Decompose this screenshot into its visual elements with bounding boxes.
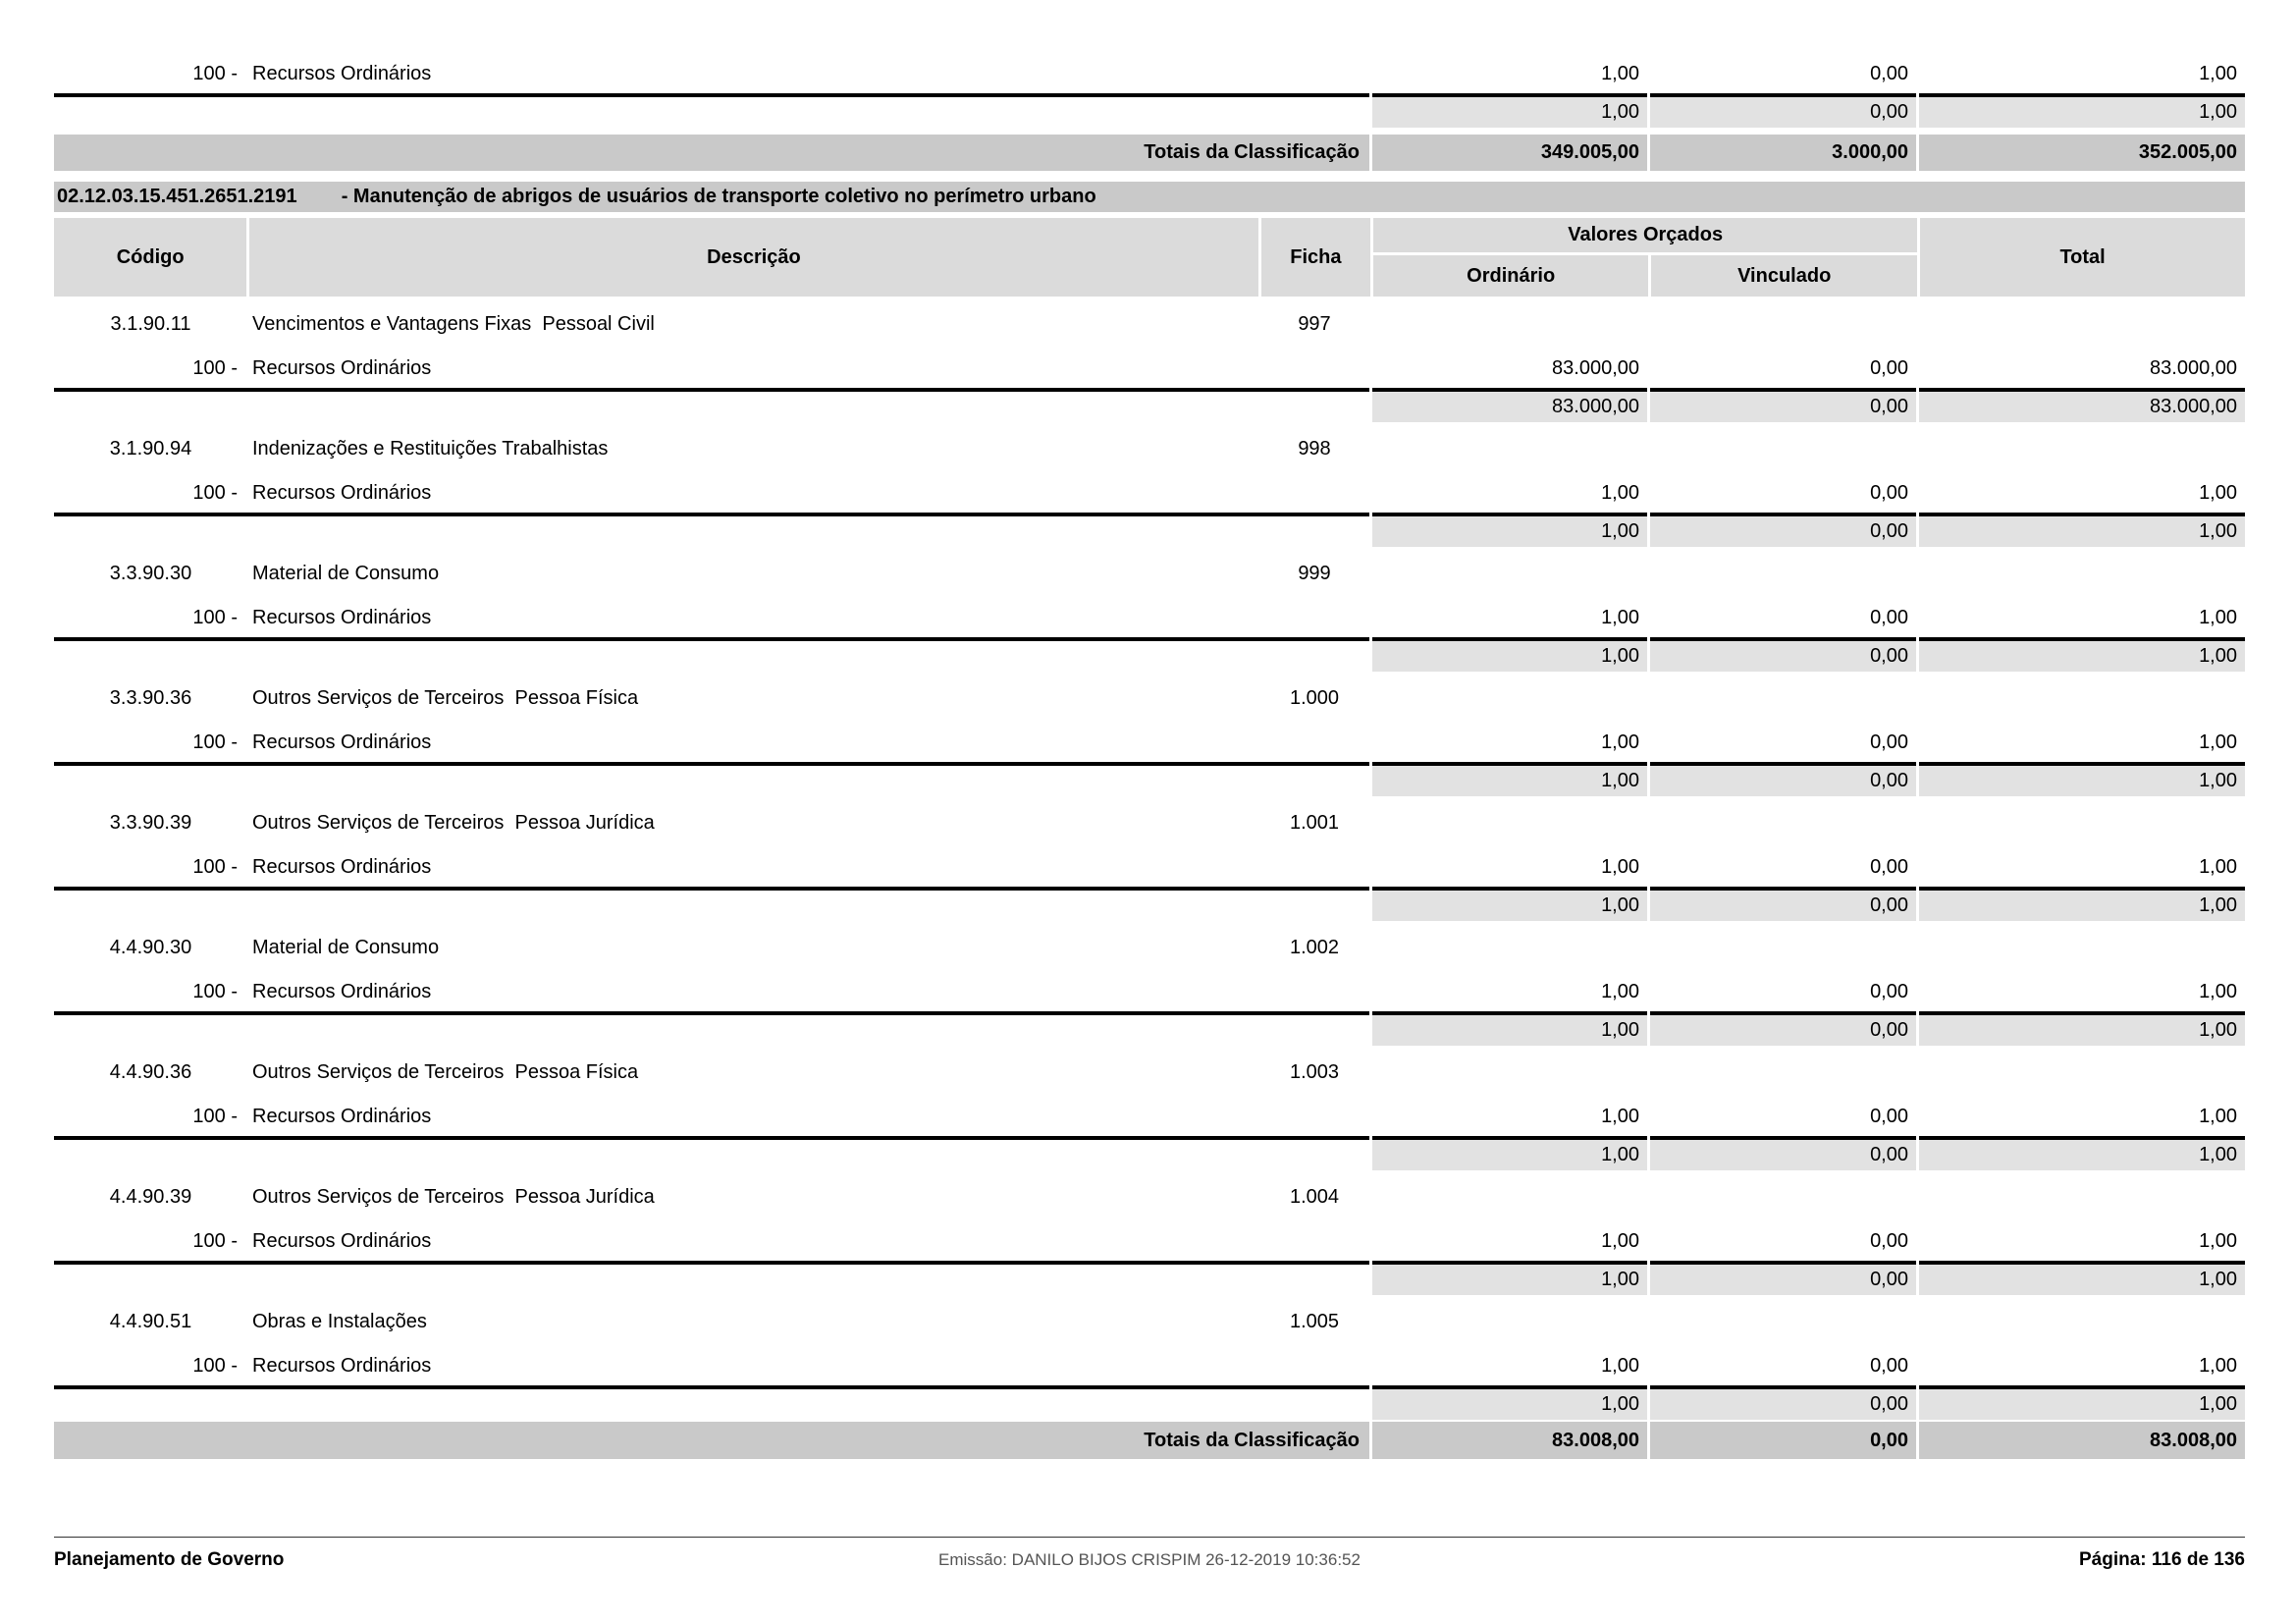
vinculado-value: 0,00 [1650, 972, 1916, 1015]
resource-source-row [54, 598, 2245, 641]
ordinario-value-empty [1372, 674, 1647, 723]
subtotal-total: 1,00 [1919, 1265, 2245, 1295]
source-code: 100 - [192, 855, 238, 878]
expense-description: Material de Consumo [252, 562, 440, 584]
ordinario-value: 1,00 [1372, 598, 1647, 641]
subtotal-left-blank [54, 392, 1369, 422]
source-code: 100 - [192, 1105, 238, 1127]
table-header-row [54, 218, 2245, 297]
expense-item-trio [54, 798, 1369, 847]
source-label: Recursos Ordinários [252, 855, 432, 878]
total-value: 1,00 [1919, 972, 2245, 1015]
vinculado-value: 0,00 [1650, 598, 1916, 641]
ficha-number: 999 [1298, 562, 1331, 584]
subtotal-ordinario: 1,00 [1372, 1140, 1647, 1170]
vinculado-value-empty [1650, 1172, 1916, 1221]
expense-group [54, 1048, 2245, 1170]
item-subtotal-row [54, 1140, 2245, 1170]
resource-source-trio [54, 349, 1369, 392]
vinculado-value: 0,00 [1650, 473, 1916, 516]
vinculado-value: 0,00 [1650, 1346, 1916, 1389]
ordinario-value-empty [1372, 923, 1647, 972]
source-label: Recursos Ordinários [252, 1354, 432, 1377]
subtotal-vinculado: 0,00 [1650, 1140, 1916, 1170]
header-valores-orcados: Valores Orçados [1373, 218, 1917, 252]
footer-page-number: Página: 116 de 136 [2079, 1549, 2245, 1570]
ordinario-value-empty [1372, 1297, 1647, 1346]
resource-source-row [54, 1221, 2245, 1265]
expense-description: Outros Serviços de Terceiros Pessoa Física [252, 686, 639, 709]
totais-label: Totais da Classificação [54, 1422, 1369, 1459]
ordinario-value: 1,00 [1372, 847, 1647, 891]
resource-source-trio [54, 1221, 1369, 1265]
item-subtotal-row [54, 891, 2245, 921]
source-label: Recursos Ordinários [252, 62, 432, 84]
total-value-empty [1919, 1172, 2245, 1221]
total-value-empty [1919, 549, 2245, 598]
ficha-number: 1.003 [1289, 1060, 1340, 1083]
total-value-empty [1919, 798, 2245, 847]
subtotal-total: 1,00 [1919, 1389, 2245, 1420]
resource-source-row [54, 847, 2245, 891]
vinculado-value-empty [1650, 674, 1916, 723]
totais-ordinario: 83.008,00 [1372, 1422, 1647, 1459]
total-value: 1,00 [1919, 1097, 2245, 1140]
total-value: 1,00 [1919, 1346, 2245, 1389]
expense-code: 3.1.90.11 [110, 312, 191, 335]
ordinario-value: 1,00 [1372, 1346, 1647, 1389]
expense-item-row [54, 674, 2245, 723]
vinculado-value-empty [1650, 1048, 1916, 1097]
classification-section-header [54, 182, 2245, 212]
source-label: Recursos Ordinários [252, 730, 432, 753]
vinculado-value: 0,00 [1650, 349, 1916, 392]
totais-label: Totais da Classificação [54, 135, 1369, 171]
total-value-empty [1919, 299, 2245, 349]
subtotal-ordinario: 1,00 [1372, 1015, 1647, 1046]
subtotal-ordinario: 1,00 [1372, 97, 1647, 128]
expense-item-trio [54, 299, 1369, 349]
ordinario-value: 1,00 [1372, 473, 1647, 516]
expense-group [54, 1297, 2245, 1420]
total-value-empty [1919, 674, 2245, 723]
vinculado-value: 0,00 [1650, 723, 1916, 766]
vinculado-value: 0,00 [1650, 54, 1916, 97]
resource-source-row [54, 723, 2245, 766]
item-subtotal-row [54, 1265, 2245, 1295]
vinculado-value-empty [1650, 798, 1916, 847]
classification-code: 02.12.03.15.451.2651.2191 [57, 186, 297, 207]
expense-item-trio [54, 674, 1369, 723]
ficha-number: 1.005 [1289, 1310, 1340, 1332]
subtotal-vinculado: 0,00 [1650, 392, 1916, 422]
expense-group [54, 674, 2245, 796]
subtotal-left-blank [54, 516, 1369, 547]
subtotal-left-blank [54, 766, 1369, 796]
resource-source-trio [54, 972, 1369, 1015]
expense-code: 4.4.90.30 [109, 936, 192, 958]
subtotal-vinculado: 0,00 [1650, 891, 1916, 921]
ordinario-value: 1,00 [1372, 1097, 1647, 1140]
ordinario-value-empty [1372, 299, 1647, 349]
expense-item-row [54, 923, 2245, 972]
total-value: 1,00 [1919, 598, 2245, 641]
header-valores-group [1373, 218, 1917, 297]
source-label: Recursos Ordinários [252, 980, 432, 1002]
expense-item-row [54, 798, 2245, 847]
ordinario-value-empty [1372, 798, 1647, 847]
subtotal-left-blank [54, 1389, 1369, 1420]
subtotal-vinculado: 0,00 [1650, 641, 1916, 672]
source-code: 100 - [192, 730, 238, 753]
vinculado-value-empty [1650, 299, 1916, 349]
ficha-number: 998 [1298, 437, 1331, 460]
expense-item-trio [54, 424, 1369, 473]
header-ordinario: Ordinário [1373, 255, 1648, 297]
expense-item-row [54, 1297, 2245, 1346]
footer-report-name: Planejamento de Governo [54, 1549, 285, 1570]
source-label: Recursos Ordinários [252, 356, 432, 379]
subtotal-ordinario: 1,00 [1372, 766, 1647, 796]
total-value: 1,00 [1919, 847, 2245, 891]
classification-title: - Manutenção de abrigos de usuários de transporte coletivo no perímetro urbano [341, 186, 1096, 207]
resource-source-row [54, 473, 2245, 516]
vinculado-value: 0,00 [1650, 1097, 1916, 1140]
expense-group [54, 923, 2245, 1046]
source-label: Recursos Ordinários [252, 606, 432, 628]
expense-description: Outros Serviços de Terceiros Pessoa Jurídica [252, 1185, 655, 1208]
subtotal-ordinario: 1,00 [1372, 1389, 1647, 1420]
totais-total: 352.005,00 [1919, 135, 2245, 171]
total-value: 83.000,00 [1919, 349, 2245, 392]
expense-groups [54, 299, 2245, 1420]
resource-source-row [54, 972, 2245, 1015]
expense-group [54, 424, 2245, 547]
item-subtotal-row [54, 1015, 2245, 1046]
ordinario-value-empty [1372, 549, 1647, 598]
subtotal-total: 1,00 [1919, 1015, 2245, 1046]
source-label: Recursos Ordinários [252, 1105, 432, 1127]
footer-emission-info: Emissão: DANILO BIJOS CRISPIM 26-12-2019 10:36:52 [938, 1550, 1361, 1569]
expense-code: 4.4.90.39 [109, 1185, 192, 1208]
subtotal-total: 1,00 [1919, 516, 2245, 547]
totais-ordinario: 349.005,00 [1372, 135, 1647, 171]
vinculado-value: 0,00 [1650, 847, 1916, 891]
header-codigo: Código [54, 218, 246, 297]
vinculado-value: 0,00 [1650, 1221, 1916, 1265]
subtotal-ordinario: 1,00 [1372, 1265, 1647, 1295]
item-subtotal-row [54, 392, 2245, 422]
subtotal-total: 1,00 [1919, 766, 2245, 796]
resource-source-trio [54, 847, 1369, 891]
resource-source-trio [54, 473, 1369, 516]
vinculado-value-empty [1650, 424, 1916, 473]
subtotal-left-blank [54, 641, 1369, 672]
ordinario-value-empty [1372, 1172, 1647, 1221]
expense-item-trio [54, 923, 1369, 972]
budget-table [54, 54, 2245, 1459]
header-vinculado: Vinculado [1651, 255, 1917, 297]
subtotal-total: 1,00 [1919, 891, 2245, 921]
subtotal-total: 1,00 [1919, 641, 2245, 672]
subtotal-total: 83.000,00 [1919, 392, 2245, 422]
ordinario-value: 1,00 [1372, 972, 1647, 1015]
expense-description: Vencimentos e Vantagens Fixas Pessoal Civil [252, 312, 655, 335]
expense-group [54, 299, 2245, 422]
ordinario-value-empty [1372, 1048, 1647, 1097]
subtotal-total: 1,00 [1919, 1140, 2245, 1170]
expense-code: 3.3.90.39 [109, 811, 192, 834]
subtotal-vinculado: 0,00 [1650, 97, 1916, 128]
subtotal-ordinario: 1,00 [1372, 891, 1647, 921]
subtotal-vinculado: 0,00 [1650, 1389, 1916, 1420]
source-code: 100 - [192, 481, 238, 504]
ordinario-value: 1,00 [1372, 1221, 1647, 1265]
expense-description: Material de Consumo [252, 936, 440, 958]
expense-item-trio [54, 1172, 1369, 1221]
totais-vinculado: 0,00 [1650, 1422, 1916, 1459]
subtotal-vinculado: 0,00 [1650, 1265, 1916, 1295]
item-subtotal-row [54, 1389, 2245, 1420]
total-value: 1,00 [1919, 1221, 2245, 1265]
ficha-number: 997 [1298, 312, 1331, 335]
resource-source-row [54, 1097, 2245, 1140]
expense-code: 3.3.90.30 [109, 562, 192, 584]
subtotal-left-blank [54, 1265, 1369, 1295]
resource-source-trio [54, 1097, 1369, 1140]
subtotal-total: 1,00 [1919, 97, 2245, 128]
classification-totais-row [54, 1422, 2245, 1459]
total-value-empty [1919, 424, 2245, 473]
subtotal-ordinario: 1,00 [1372, 516, 1647, 547]
total-value: 1,00 [1919, 723, 2245, 766]
expense-group [54, 549, 2245, 672]
resource-source-row [54, 349, 2245, 392]
total-value-empty [1919, 1297, 2245, 1346]
expense-item-row [54, 424, 2245, 473]
expense-code: 3.3.90.36 [109, 686, 192, 709]
expense-description: Obras e Instalações [252, 1310, 427, 1332]
item-subtotal-row [54, 766, 2245, 796]
carryover-source-row [54, 54, 2245, 97]
ficha-number: 1.002 [1289, 936, 1340, 958]
expense-code: 4.4.90.51 [109, 1310, 192, 1332]
ordinario-value: 83.000,00 [1372, 349, 1647, 392]
total-value-empty [1919, 1048, 2245, 1097]
ficha-number: 1.001 [1289, 811, 1340, 834]
expense-group [54, 798, 2245, 921]
item-subtotal-row [54, 641, 2245, 672]
source-code: 100 - [192, 356, 238, 379]
subtotal-left-blank [54, 1140, 1369, 1170]
subtotal-ordinario: 83.000,00 [1372, 392, 1647, 422]
expense-description: Outros Serviços de Terceiros Pessoa Física [252, 1060, 639, 1083]
source-label: Recursos Ordinários [252, 1229, 432, 1252]
source-label: Recursos Ordinários [252, 481, 432, 504]
resource-source-trio [54, 723, 1369, 766]
expense-item-trio [54, 1048, 1369, 1097]
source-code: 100 - [192, 1229, 238, 1252]
expense-description: Indenizações e Restituições Trabalhistas [252, 437, 609, 460]
resource-source-trio [54, 598, 1369, 641]
expense-code: 3.1.90.94 [109, 437, 192, 460]
subtotal-vinculado: 0,00 [1650, 1015, 1916, 1046]
expense-group [54, 1172, 2245, 1295]
source-code: 100 - [192, 1354, 238, 1377]
source-code: 100 - [192, 980, 238, 1002]
total-value: 1,00 [1919, 473, 2245, 516]
source-code: 100 - [192, 606, 238, 628]
expense-item-trio [54, 549, 1369, 598]
resource-source-row [54, 1346, 2245, 1389]
subtotal-left-blank [54, 891, 1369, 921]
ordinario-value: 1,00 [1372, 54, 1647, 97]
expense-item-row [54, 1048, 2245, 1097]
ordinario-value-empty [1372, 424, 1647, 473]
carryover-subtotal-row [54, 97, 2245, 128]
totais-vinculado: 3.000,00 [1650, 135, 1916, 171]
header-descricao: Descrição [249, 218, 1257, 297]
expense-item-row [54, 549, 2245, 598]
expense-item-trio [54, 1297, 1369, 1346]
ficha-number: 1.000 [1289, 686, 1340, 709]
ordinario-value: 1,00 [1372, 723, 1647, 766]
subtotal-ordinario: 1,00 [1372, 641, 1647, 672]
subtotal-vinculado: 0,00 [1650, 766, 1916, 796]
total-value: 1,00 [1919, 54, 2245, 97]
expense-item-row [54, 1172, 2245, 1221]
subtotal-left-blank [54, 1015, 1369, 1046]
item-subtotal-row [54, 516, 2245, 547]
carryover-totais-row [54, 135, 2245, 171]
subtotal-vinculado: 0,00 [1650, 516, 1916, 547]
expense-code: 4.4.90.36 [109, 1060, 192, 1083]
total-value-empty [1919, 923, 2245, 972]
carryover-source-trio [54, 54, 1369, 97]
header-total: Total [1920, 218, 2245, 297]
totais-total: 83.008,00 [1919, 1422, 2245, 1459]
expense-description: Outros Serviços de Terceiros Pessoa Jurídica [252, 811, 655, 834]
subtotal-left-blank [54, 97, 1369, 128]
vinculado-value-empty [1650, 1297, 1916, 1346]
expense-item-row [54, 299, 2245, 349]
vinculado-value-empty [1650, 923, 1916, 972]
ficha-number: 1.004 [1289, 1185, 1340, 1208]
vinculado-value-empty [1650, 549, 1916, 598]
resource-source-trio [54, 1346, 1369, 1389]
header-ficha: Ficha [1261, 218, 1371, 297]
source-code: 100 - [192, 62, 238, 84]
page-footer [54, 1537, 2245, 1571]
